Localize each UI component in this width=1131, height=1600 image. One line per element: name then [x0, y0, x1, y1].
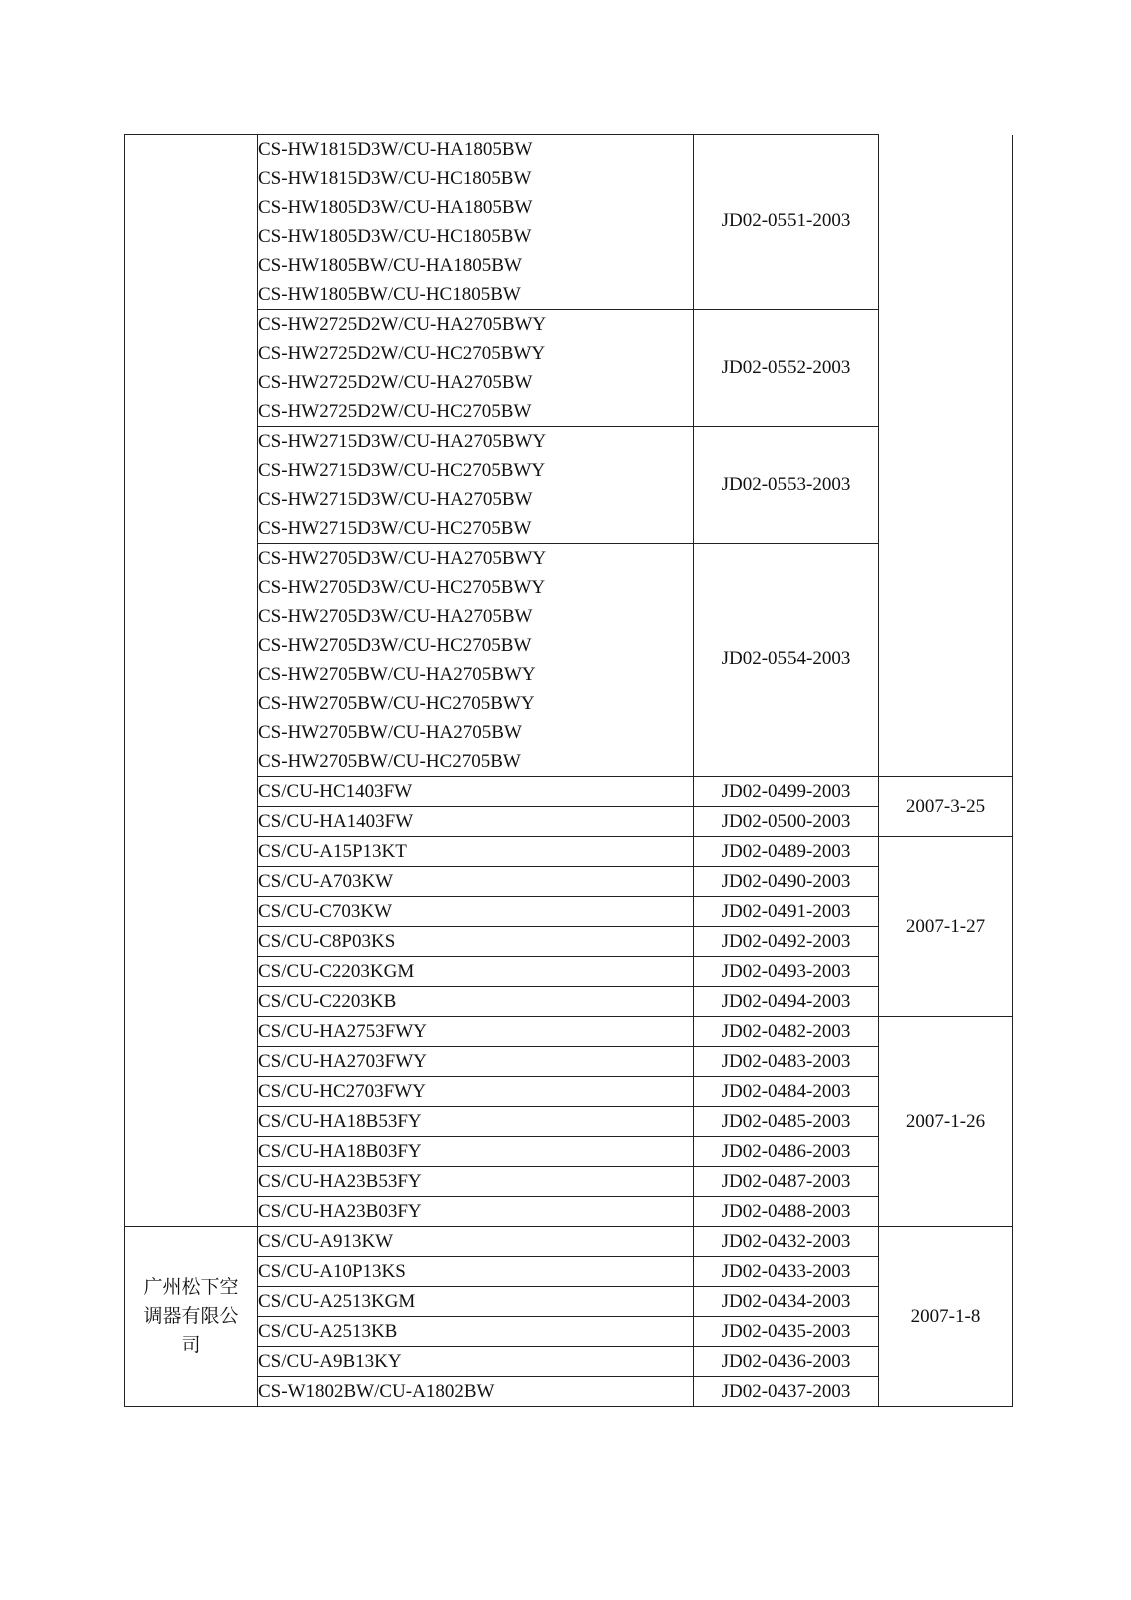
table-row — [125, 837, 1013, 867]
cert-number: JD02-0553-2003 — [694, 427, 879, 544]
cert-number: JD02-0436-2003 — [694, 1347, 879, 1377]
cert-number: JD02-0487-2003 — [694, 1167, 879, 1197]
model-line: CS-HW2725D2W/CU-HA2705BWY — [258, 314, 547, 335]
model-cell: CS/CU-HA18B03FY — [258, 1137, 694, 1167]
model-list-cell — [258, 427, 694, 544]
model-cell: CS/CU-HA2703FWY — [258, 1047, 694, 1077]
model-line: CS-HW2715D3W/CU-HA2705BWY — [258, 431, 547, 452]
cert-number: JD02-0485-2003 — [694, 1107, 879, 1137]
model-line: CS-HW1815D3W/CU-HC1805BW — [258, 168, 532, 189]
table-row — [125, 135, 1013, 310]
model-cell: CS/CU-A703KW — [258, 867, 694, 897]
model-line: CS-HW2705BW/CU-HA2705BW — [258, 722, 522, 743]
model-line: CS-HW2705D3W/CU-HA2705BW — [258, 606, 533, 627]
model-cell: CS/CU-C703KW — [258, 897, 694, 927]
model-cell: CS/CU-A913KW — [258, 1227, 694, 1257]
model-line: CS-HW2705D3W/CU-HC2705BWY — [258, 577, 546, 598]
certificate-table — [124, 134, 1013, 1407]
model-cell: CS/CU-HC1403FW — [258, 777, 694, 807]
cert-number: JD02-0500-2003 — [694, 807, 879, 837]
model-line: CS-HW2705BW/CU-HA2705BWY — [258, 664, 536, 685]
issue-date: 2007-1-27 — [879, 837, 1013, 1017]
cert-number: JD02-0434-2003 — [694, 1287, 879, 1317]
model-cell: CS/CU-HA23B53FY — [258, 1167, 694, 1197]
model-line: CS-HW1805D3W/CU-HA1805BW — [258, 197, 533, 218]
model-line: CS-HW2705BW/CU-HC2705BW — [258, 751, 521, 772]
model-line: CS-HW2715D3W/CU-HC2705BWY — [258, 460, 546, 481]
model-cell: CS/CU-C2203KGM — [258, 957, 694, 987]
model-line: CS-HW2725D2W/CU-HA2705BW — [258, 372, 533, 393]
model-line: CS-HW1805BW/CU-HC1805BW — [258, 284, 521, 305]
cert-number: JD02-0488-2003 — [694, 1197, 879, 1227]
model-cell: CS/CU-C8P03KS — [258, 927, 694, 957]
cert-number: JD02-0437-2003 — [694, 1377, 879, 1407]
company-name-text: 广州松下空调器有限公司 — [143, 1276, 239, 1356]
issue-date: 2007-1-8 — [879, 1227, 1013, 1407]
model-list-cell — [258, 310, 694, 427]
model-cell: CS/CU-HA23B03FY — [258, 1197, 694, 1227]
model-cell: CS/CU-C2203KB — [258, 987, 694, 1017]
model-cell: CS/CU-A9B13KY — [258, 1347, 694, 1377]
model-line: CS-HW2705D3W/CU-HA2705BWY — [258, 548, 547, 569]
issue-date: 2007-3-25 — [879, 777, 1013, 837]
model-cell: CS/CU-A2513KGM — [258, 1287, 694, 1317]
table-row — [125, 777, 1013, 807]
cert-number: JD02-0552-2003 — [694, 310, 879, 427]
table-row — [125, 1227, 1013, 1257]
cert-number: JD02-0554-2003 — [694, 544, 879, 777]
cert-number: JD02-0499-2003 — [694, 777, 879, 807]
cert-number: JD02-0484-2003 — [694, 1077, 879, 1107]
cert-number: JD02-0489-2003 — [694, 837, 879, 867]
cert-number: JD02-0551-2003 — [694, 135, 879, 310]
cert-number: JD02-0494-2003 — [694, 987, 879, 1017]
model-cell: CS/CU-A15P13KT — [258, 837, 694, 867]
cert-number: JD02-0432-2003 — [694, 1227, 879, 1257]
company-name — [125, 1227, 258, 1407]
model-cell: CS/CU-A10P13KS — [258, 1257, 694, 1287]
model-line: CS-HW2715D3W/CU-HA2705BW — [258, 489, 533, 510]
model-list-cell — [258, 544, 694, 777]
model-cell: CS-W1802BW/CU-A1802BW — [258, 1377, 694, 1407]
cert-number: JD02-0491-2003 — [694, 897, 879, 927]
cert-number: JD02-0492-2003 — [694, 927, 879, 957]
cert-number: JD02-0483-2003 — [694, 1047, 879, 1077]
model-line: CS-HW2725D2W/CU-HC2705BW — [258, 401, 532, 422]
issue-date: 2007-1-26 — [879, 1017, 1013, 1227]
model-cell: CS/CU-HA1403FW — [258, 807, 694, 837]
model-line: CS-HW1805BW/CU-HA1805BW — [258, 255, 522, 276]
model-cell: CS/CU-HA2753FWY — [258, 1017, 694, 1047]
company-cell-empty — [125, 135, 258, 1227]
model-line: CS-HW2715D3W/CU-HC2705BW — [258, 518, 532, 539]
cert-number: JD02-0493-2003 — [694, 957, 879, 987]
cert-number: JD02-0490-2003 — [694, 867, 879, 897]
model-line: CS-HW1815D3W/CU-HA1805BW — [258, 139, 533, 160]
cert-number: JD02-0482-2003 — [694, 1017, 879, 1047]
cert-number: JD02-0433-2003 — [694, 1257, 879, 1287]
model-line: CS-HW2705BW/CU-HC2705BWY — [258, 693, 535, 714]
date-cell-empty — [879, 135, 1013, 777]
model-line: CS-HW1805D3W/CU-HC1805BW — [258, 226, 532, 247]
model-line: CS-HW2725D2W/CU-HC2705BWY — [258, 343, 546, 364]
model-line: CS-HW2705D3W/CU-HC2705BW — [258, 635, 532, 656]
cert-number: JD02-0486-2003 — [694, 1137, 879, 1167]
model-cell: CS/CU-HA18B53FY — [258, 1107, 694, 1137]
model-cell: CS/CU-HC2703FWY — [258, 1077, 694, 1107]
table-row — [125, 1017, 1013, 1047]
model-list-cell — [258, 135, 694, 310]
cert-number: JD02-0435-2003 — [694, 1317, 879, 1347]
model-cell: CS/CU-A2513KB — [258, 1317, 694, 1347]
